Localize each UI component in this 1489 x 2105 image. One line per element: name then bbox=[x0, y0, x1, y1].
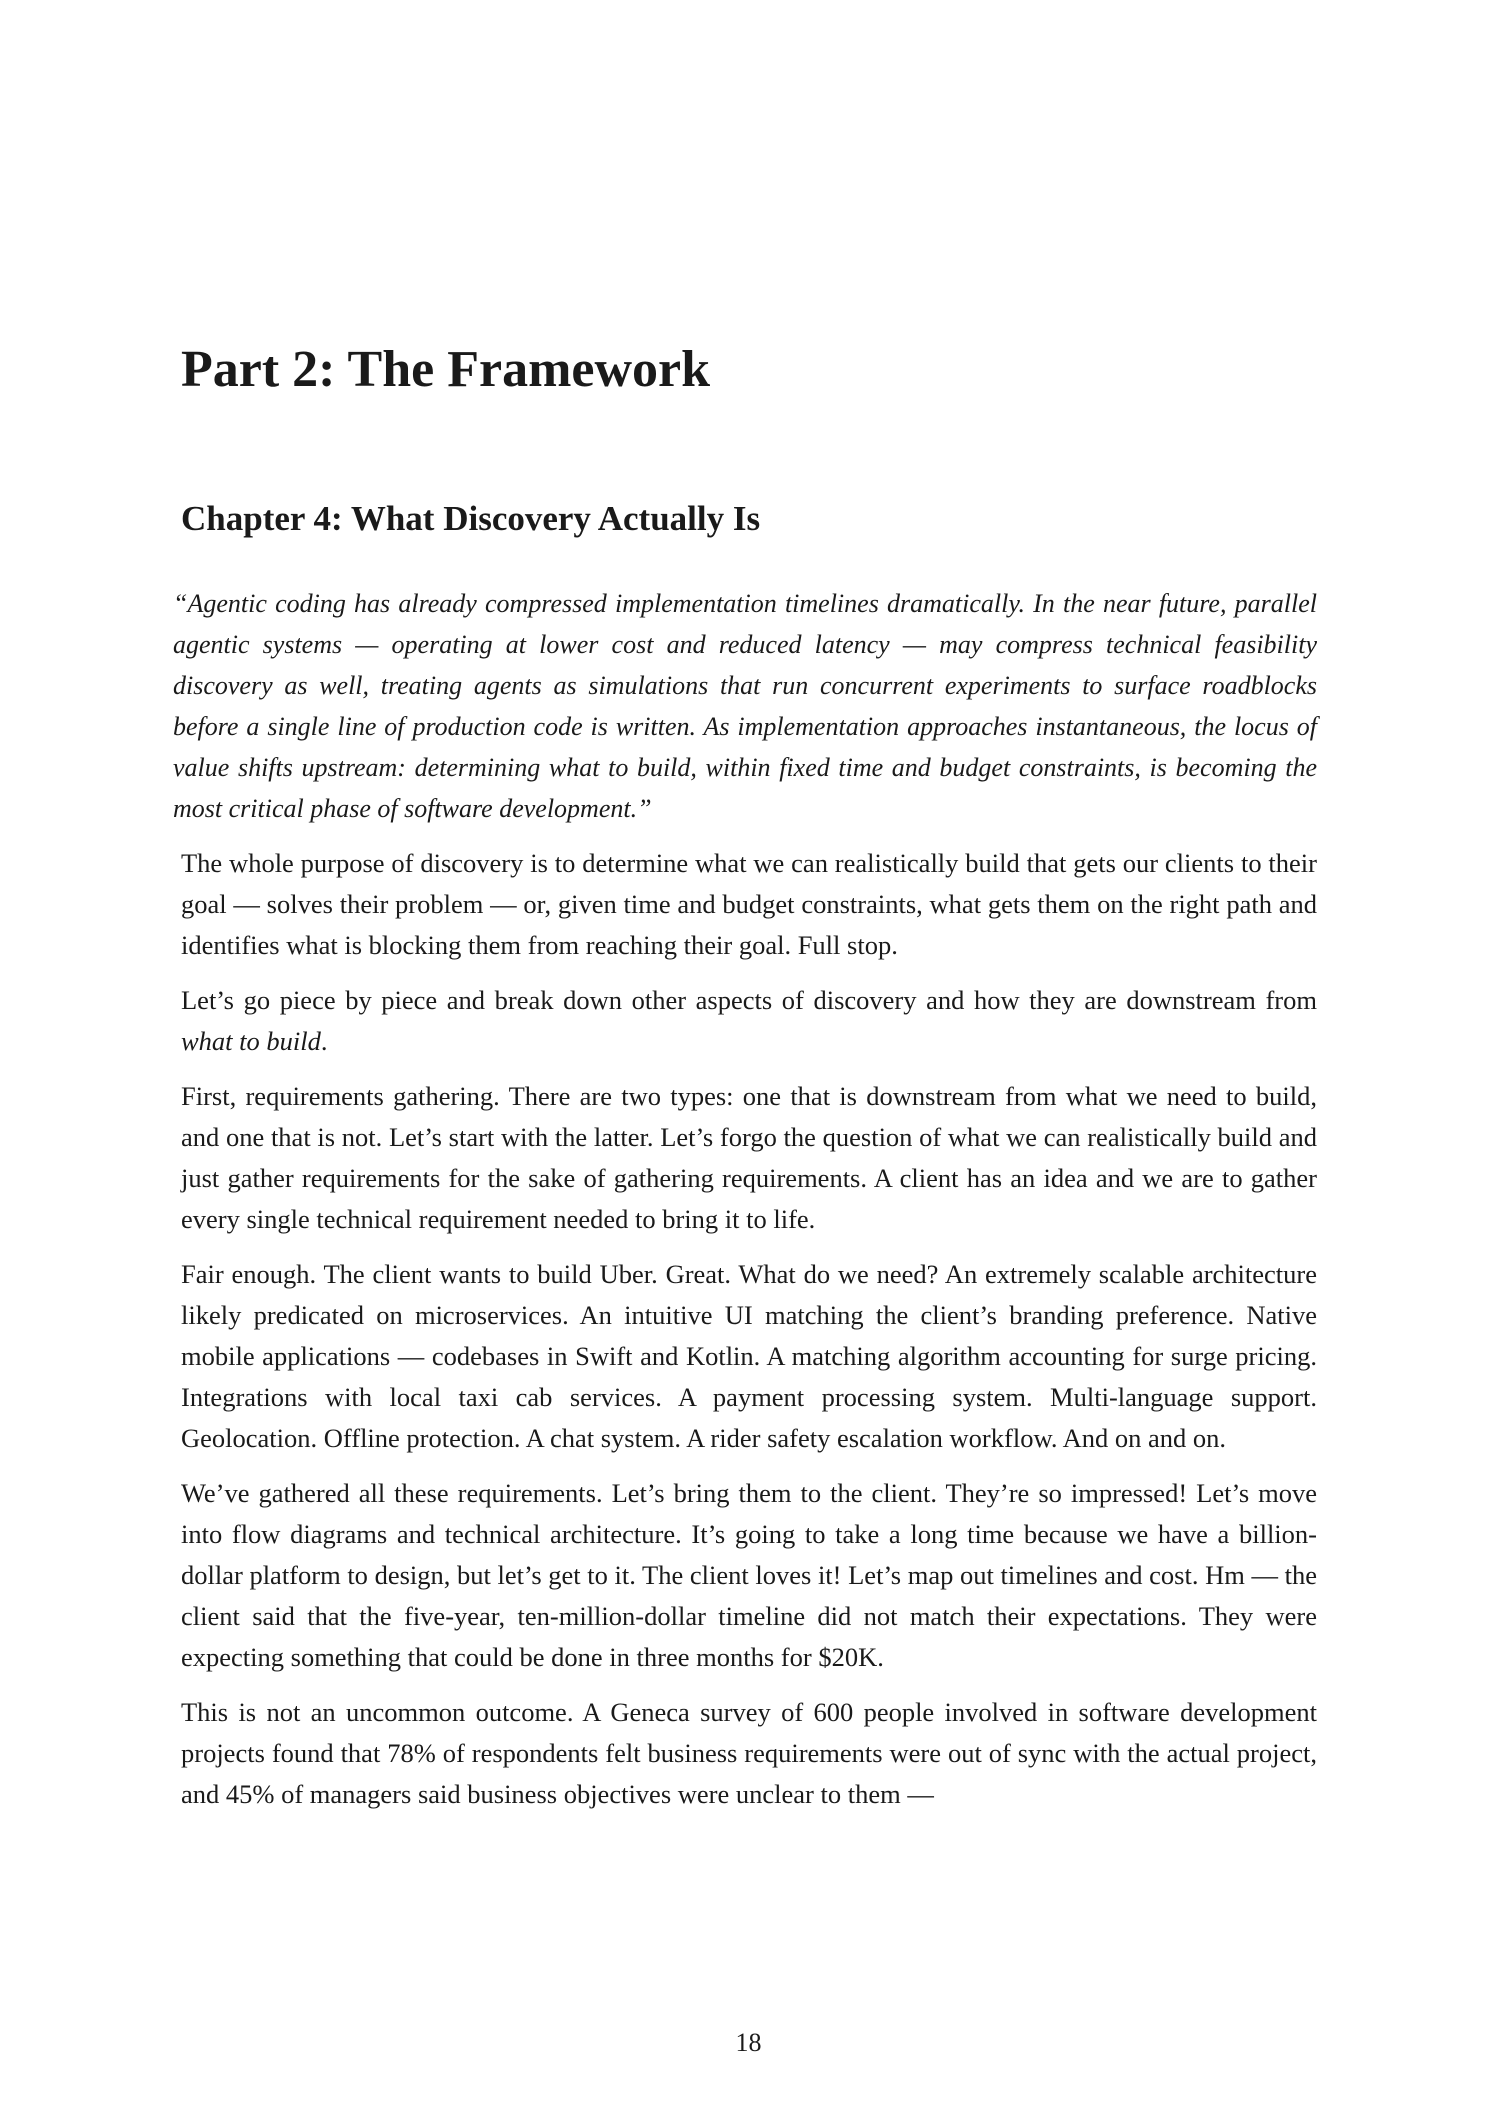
paragraph-2-tail: . bbox=[320, 1026, 328, 1056]
paragraph-2-emphasis: what to build bbox=[181, 1026, 321, 1056]
body-paragraph-2 bbox=[181, 980, 1317, 1062]
chapter-title: Chapter 4: What Discovery Actually Is bbox=[181, 499, 761, 538]
body-paragraph-3: First, requirements gathering. There are two types: one that is downstream from what we need to build, and one that is not. Let’s start with the latter. Let’s forgo the question of what we can realistically build and just gather requirements for the sake of gathering requirements. A client has an idea and we are to gather every single technical requirement needed to bring it to life. bbox=[181, 1081, 1317, 1234]
page-number: 18 bbox=[735, 2028, 762, 2057]
part-title: Part 2: The Framework bbox=[181, 341, 711, 398]
body-paragraph-1: The whole purpose of discovery is to determine what we can realistically build that gets our clients to their goal — solves their problem — or, given time and budget constraints, what gets them on the right path and identifies what is blocking them from reaching their goal. Full stop. bbox=[181, 848, 1317, 960]
epigraph-quote: “Agentic coding has already compressed implementation timelines dramatically. In the near future, parallel agentic systems — operating at lower cost and reduced latency — may compress technical feasibility discovery as well, treating agents as simulations that run concurrent experiments to surface roadblocks before a single line of production code is written. As implementation approaches instantaneous, the locus of value shifts upstream: determining what to build, within fixed time and budget constraints, is becoming the most critical phase of software development.” bbox=[173, 589, 1317, 823]
body-paragraph-6: This is not an uncommon outcome. A Geneca survey of 600 people involved in software development projects found that 78% of respondents felt business requirements were out of sync with the actual project, and 45% of managers said business objectives were unclear to them — bbox=[181, 1697, 1317, 1809]
body-paragraph-4: Fair enough. The client wants to build Uber. Great. What do we need? An extremely scalable architecture likely predicated on microservices. An intuitive UI matching the client’s branding preference. Native mobile applications — codebases in Swift and Kotlin. A matching algorithm accounting for surge pricing. Integrations with local taxi cab services. A payment processing system. Multi-language support. Geolocation. Offline protection. A chat system. A rider safety escalation workflow. And on and on. bbox=[181, 1259, 1317, 1453]
body-paragraph-5: We’ve gathered all these requirements. Let’s bring them to the client. They’re so impressed! Let’s move into flow diagrams and technical architecture. It’s going to take a long time because we have a billion-dollar platform to design, but let’s get to it. The client loves it! Let’s map out timelines and cost. Hm — the client said that the five-year, ten-million-dollar timeline did not match their expectations. They were expecting something that could be done in three months for $20K. bbox=[181, 1478, 1317, 1672]
page-content bbox=[173, 340, 1317, 1815]
paragraph-2-lead: Let’s go piece by piece and break down other aspects of discovery and how they are downstream from bbox=[181, 985, 1317, 1015]
